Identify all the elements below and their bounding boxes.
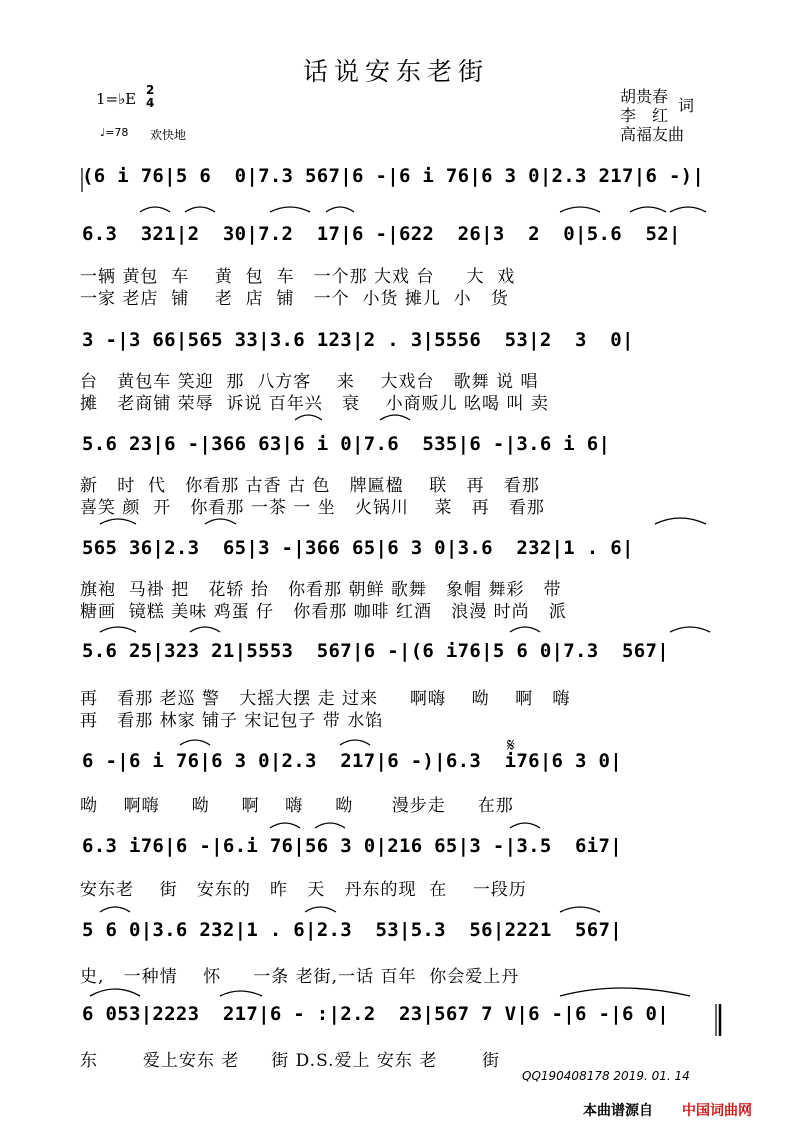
lyric-line-5a: 旗袍 马褂 把 花轿 抬 你看那 朝鲜 歌舞 象帽 舞彩 带: [80, 580, 562, 600]
lyric-line-3b: 摊 老商铺 荣辱 诉说 百年兴 衰 小商贩儿 吆喝 叫 卖: [80, 394, 549, 414]
lyricist-2: 李 红: [620, 106, 669, 125]
score-line-10: 6 053|2223 217|6 - :|2.2 23|567 7 V|6 -|6 -|6 0|: [82, 1003, 669, 1025]
lyric-line-10: 东 爱上安东 老 街 D.S.爱上 安东 老 街: [80, 1051, 501, 1071]
score-line-6: 5.6 25|323 21|5553 567|6 -|(6 i76|5 6 0|7.3 567|: [82, 640, 669, 662]
score-line-4: 5.6 23|6 -|366 63|6 i 0|7.6 535|6 -|3.6 i 6|: [82, 433, 611, 455]
score-line-9: 5 6 0|3.6 232|1 . 6|2.3 53|5.3 56|2221 567|: [82, 919, 622, 941]
lyric-line-4b: 喜笑 颜 开 你看那 一茶 一 坐 火锅川 菜 再 看那: [80, 498, 545, 518]
lyric-line-6a: 再 看那 老巡 警 大摇大摆 走 过来 啊嗨 呦 啊 嗨: [80, 689, 571, 709]
score-line-3: 3 -|3 66|565 33|3.6 123|2 . 3|5556 53|2 3 0|: [82, 329, 634, 351]
mood-mark: 欢快地: [150, 128, 187, 142]
score-line-7: 6 -|6 i 76|6 3 0|2.3 217|6 -)|6.3 i76|6 3 0|: [82, 750, 622, 772]
lyricist-1: 胡贵春: [620, 87, 669, 106]
lyric-line-5b: 糖画 镜糕 美味 鸡蛋 仔 你看那 咖啡 红酒 浪漫 时尚 派: [80, 602, 567, 622]
lyric-line-9: 史, 一种情 怀 一条 老街,一话 百年 你会爱上丹: [80, 967, 520, 987]
lyric-line-2a: 一辆 黄包 车 黄 包 车 一个那 大戏 台 大 戏: [80, 267, 516, 287]
lyric-line-3a: 台 黄包车 笑迎 那 八方客 来 大戏台 歌舞 说 唱: [80, 372, 539, 392]
lyric-line-6b: 再 看那 林家 铺子 宋记包子 带 水馅: [80, 711, 384, 731]
time-top: 2: [146, 83, 155, 97]
lyric-line-4a: 新 时 代 你看那 古香 古 色 牌匾楹 联 再 看那: [80, 476, 540, 496]
tempo-mark: ♩=78: [100, 126, 129, 139]
lyric-line-2b: 一家 老店 铺 老 店 铺 一个 小货 摊儿 小 货: [80, 289, 509, 309]
footer-source-label: 本曲谱源自: [583, 1103, 653, 1119]
date-stamp: QQ190408178 2019. 01. 14: [522, 1069, 690, 1083]
footer-site-name: 中国词曲网: [682, 1103, 752, 1119]
lyric-line-7: 呦 啊嗨 呦 啊 嗨 呦 漫步走 在那: [80, 796, 514, 816]
page-title: 话说安东老街: [302, 57, 489, 86]
key-signature: 1=♭E: [96, 90, 137, 108]
lyric-role: 词: [678, 96, 695, 115]
score-line-2: 6.3 321|2 30|7.2 17|6 -|622 26|3 2 0|5.6 52|: [82, 223, 681, 245]
score-line-1: (6 i 76|5 6 0|7.3 567|6 -|6 i 76|6 3 0|2.3 217|6 -)|: [82, 165, 705, 187]
score-line-8: 6.3 i76|6 -|6.i 76|56 3 0|216 65|3 -|3.5 6i7|: [82, 835, 622, 857]
segno-sign: 𝄋: [507, 735, 515, 756]
score-line-5: 565 36|2.3 65|3 -|366 65|6 3 0|3.6 232|1 . 6|: [82, 537, 634, 559]
lyric-line-8: 安东老 街 安东的 昨 天 丹东的现 在 一段历: [80, 880, 527, 900]
time-bottom: 4: [146, 96, 155, 110]
composer: 高福友曲: [620, 125, 685, 144]
